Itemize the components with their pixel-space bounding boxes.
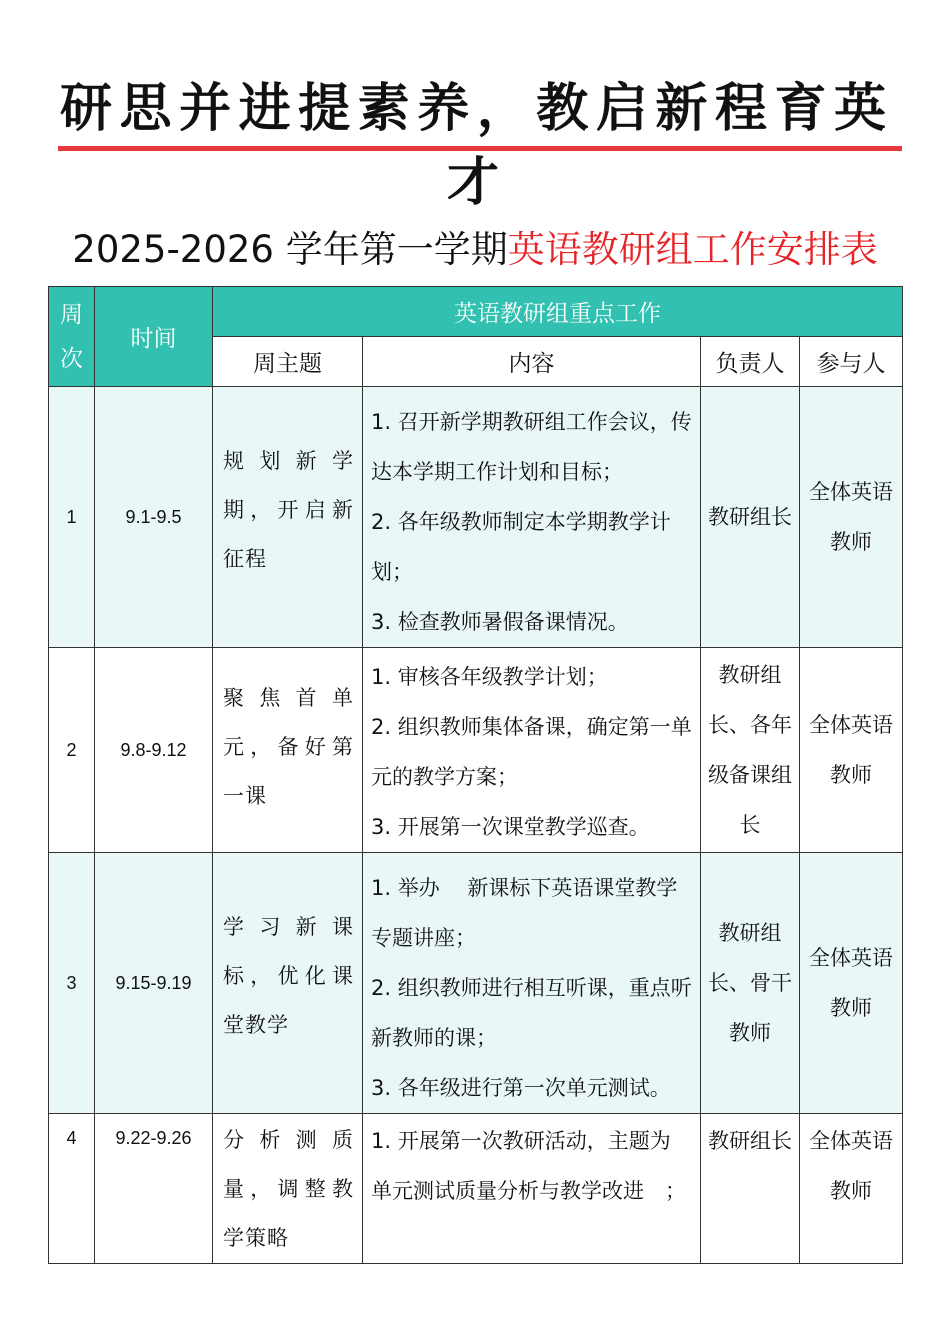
table-row (49, 853, 903, 1114)
cell-owner: 教研组长、骨干教师 (701, 853, 800, 1114)
cell-content (363, 853, 701, 1114)
cell-time: 9.8-9.12 (95, 648, 213, 853)
cell-theme: 规划新学期，开启新征程 (213, 387, 363, 648)
cell-week: 3 (49, 853, 95, 1114)
title-underline (58, 146, 902, 151)
cell-owner: 教研组长 (701, 387, 800, 648)
cell-week: 2 (49, 648, 95, 853)
table-row (49, 387, 903, 648)
table-row (49, 648, 903, 853)
cell-owner: 教研组长 (701, 1114, 800, 1264)
header-week (49, 287, 95, 387)
cell-theme: 学习新课标，优化课堂教学 (213, 853, 363, 1114)
content-item: 3. 各年级进行第一次单元测试。 (371, 1076, 671, 1100)
page-title: 研思并进提素养，教启新程育英才 (60, 78, 890, 213)
cell-week: 4 (49, 1114, 95, 1264)
cell-time: 9.22-9.26 (95, 1114, 213, 1264)
cell-week: 1 (49, 387, 95, 648)
cell-participants: 全体英语教师 (800, 648, 903, 853)
cell-theme: 聚焦首单元，备好第一课 (213, 648, 363, 853)
cell-content (363, 648, 701, 853)
cell-time: 9.1-9.5 (95, 387, 213, 648)
content-item: 1. 开展第一次教研活动，主题为 单元测试质量分析与教学改进 ； (371, 1129, 692, 1203)
header-owner: 负责人 (701, 337, 800, 387)
content-item: 3. 检查教师暑假备课情况。 (371, 610, 629, 634)
cell-theme: 分析测质量，调整教学策略 (213, 1114, 363, 1264)
table-title-term: 2025-2026 学年第一学期 (72, 228, 508, 271)
header-theme: 周主题 (213, 337, 363, 387)
content-item: 1. 审核各年级教学计划； (371, 665, 608, 689)
content-item: 1. 召开新学期教研组工作会议，传达本学期工作计划和目标； (371, 410, 692, 484)
content-item: 2. 组织教师集体备课，确定第一单元的教学方案； (371, 715, 692, 789)
table-title-name: 英语教研组工作安排表 (507, 228, 878, 271)
header-group: 英语教研组重点工作 (213, 287, 903, 337)
cell-time: 9.15-9.19 (95, 853, 213, 1114)
cell-participants: 全体英语教师 (800, 853, 903, 1114)
cell-content (363, 387, 701, 648)
content-item: 3. 开展第一次课堂教学巡查。 (371, 815, 650, 839)
cell-participants: 全体英语教师 (800, 387, 903, 648)
table-title (0, 222, 950, 278)
cell-owner: 教研组长、各年级备课组长 (701, 648, 800, 853)
header-participants: 参与人 (800, 337, 903, 387)
header-week-label: 周次 (60, 301, 83, 372)
header-content: 内容 (363, 337, 701, 387)
cell-participants: 全体英语教师 (800, 1114, 903, 1264)
content-item: 2. 组织教师进行相互听课，重点听新教师的课； (371, 976, 692, 1050)
schedule-table (48, 286, 903, 1264)
header-time: 时间 (95, 287, 213, 387)
content-item: 1. 举办 新课标下英语课堂教学 专题讲座； (371, 876, 699, 950)
cell-content (363, 1114, 701, 1264)
content-item: 2. 各年级教师制定本学期教学计划； (371, 510, 671, 584)
table-row (49, 1114, 903, 1264)
